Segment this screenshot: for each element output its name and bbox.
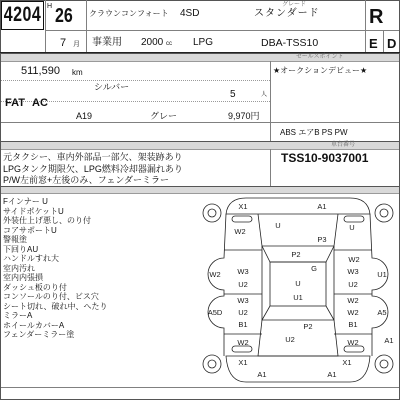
damage-marks bbox=[208, 202, 394, 379]
mileage: 511,590 bbox=[21, 65, 60, 77]
damage-mark: A5D bbox=[207, 308, 223, 317]
divider-year bbox=[86, 0, 87, 52]
report-item: 室内内張損 bbox=[3, 273, 43, 282]
report-item: 室内汚れ bbox=[3, 263, 35, 273]
model-code: DBA-TSS10 bbox=[261, 37, 319, 49]
damage-mark: W2 bbox=[237, 338, 249, 347]
headlight-left bbox=[232, 216, 252, 222]
damage-mark: P2 bbox=[291, 250, 301, 259]
car-name: クラウンコンフォート bbox=[89, 9, 169, 18]
tire-hub bbox=[380, 209, 388, 217]
trunk bbox=[258, 320, 338, 356]
tire-outer bbox=[203, 204, 221, 222]
damage-mark: X1 bbox=[342, 358, 352, 367]
damage-mark: U2 bbox=[238, 280, 248, 289]
tire-hub bbox=[380, 360, 388, 368]
report-item: シート切れ、破れ中、へたり bbox=[3, 301, 108, 311]
report-item: 警報塗 bbox=[3, 235, 27, 244]
lot-number-box bbox=[1, 1, 44, 30]
damage-mark: U2 bbox=[238, 308, 248, 317]
seating-capacity: 5 bbox=[230, 89, 236, 100]
report-item: 下回りAU bbox=[3, 244, 39, 254]
report-item: ハンドルすれ大 bbox=[3, 254, 59, 263]
damage-mark: X1 bbox=[238, 202, 248, 211]
displacement-unit: cc bbox=[166, 41, 172, 47]
damage-mark: W2 bbox=[209, 270, 221, 279]
month-unit: 月 bbox=[73, 41, 80, 48]
divider-lot bbox=[45, 0, 46, 52]
damage-mark: P3 bbox=[317, 235, 327, 244]
damage-mark: W3 bbox=[237, 267, 249, 276]
month: 7 bbox=[60, 37, 67, 49]
note-line: 元タクシー、車内外部品一部欠、架装跡あり bbox=[3, 152, 183, 162]
grade-label: グレード bbox=[282, 2, 307, 8]
report-item: 外装仕上げ悪し、のり付 bbox=[3, 216, 91, 225]
wheel-rear-right bbox=[375, 355, 393, 373]
model-year: 26 bbox=[55, 5, 73, 27]
report-item: フェンダーミラー塗 bbox=[3, 330, 75, 339]
damage-mark: U bbox=[349, 223, 355, 232]
headlight-right bbox=[344, 216, 364, 222]
damage-mark: A1 bbox=[384, 336, 394, 345]
tire-hub bbox=[208, 360, 216, 368]
front-bumper bbox=[226, 198, 370, 214]
inspection-type: 事業用 bbox=[92, 37, 122, 48]
exterior-color: シルバー bbox=[94, 82, 130, 92]
divider-footer bbox=[1, 387, 399, 388]
recycle-fee: 9,970円 bbox=[228, 111, 260, 121]
note-line: LPGタンク期限欠、LPG燃料冷却器漏れあり bbox=[3, 164, 183, 174]
wheel-rear-left bbox=[203, 355, 221, 373]
note-line: P/W左前窓+左後のみ、フェンダーミラー bbox=[3, 175, 169, 185]
wheel-front-left bbox=[203, 204, 221, 222]
report-item: コンソールのり付、ビス穴 bbox=[3, 292, 99, 301]
damage-mark: A1 bbox=[327, 370, 337, 379]
interior-color: グレー bbox=[150, 111, 178, 121]
year-era: H bbox=[47, 3, 53, 10]
tire-outer bbox=[375, 204, 393, 222]
report-item: コアサポートU bbox=[3, 225, 57, 235]
damage-mark: U1 bbox=[377, 270, 387, 279]
damage-mark: A1 bbox=[317, 202, 327, 211]
divider-score bbox=[365, 0, 366, 52]
divider-ext-int bbox=[383, 31, 384, 52]
damage-mark: U bbox=[295, 279, 301, 288]
damage-mark: U2 bbox=[285, 335, 295, 344]
fuel-type: LPG bbox=[193, 37, 214, 48]
sales-point-text: ★オークションデビュー★ bbox=[273, 66, 368, 75]
damage-mark: B1 bbox=[238, 320, 248, 329]
sales-point-label: セールスポイント bbox=[296, 54, 344, 60]
damage-mark: A5 bbox=[377, 308, 387, 317]
equipment-list: ABS エアB PS PW bbox=[280, 128, 348, 137]
exterior-grade: E bbox=[369, 36, 378, 51]
aircon: AC bbox=[32, 97, 48, 109]
body-type: 4SD bbox=[180, 8, 200, 19]
damage-mark: W2 bbox=[347, 296, 359, 305]
auction-score: R bbox=[369, 6, 384, 28]
transmission: FAT bbox=[5, 97, 25, 109]
chassis-label: 車台番号 bbox=[331, 142, 356, 148]
damage-mark: W3 bbox=[237, 296, 249, 305]
chassis-number: TSS10-9037001 bbox=[281, 151, 369, 165]
right-side-outline bbox=[370, 214, 388, 356]
damage-mark: W2 bbox=[347, 338, 359, 347]
damage-mark: W2 bbox=[234, 227, 246, 236]
divider-row3 bbox=[1, 80, 270, 81]
damage-mark: A1 bbox=[257, 370, 267, 379]
damage-mark: P2 bbox=[303, 322, 313, 331]
lot-number: 4204 bbox=[3, 3, 42, 26]
damage-mark: U bbox=[275, 221, 281, 230]
mileage-unit: km bbox=[72, 68, 83, 77]
divider-chassis bbox=[270, 149, 271, 186]
car-damage-diagram bbox=[200, 193, 400, 386]
damage-mark: W3 bbox=[347, 267, 359, 276]
color-code: A19 bbox=[76, 111, 93, 121]
damage-mark: X1 bbox=[238, 358, 248, 367]
grade: スタンダード bbox=[254, 8, 320, 19]
report-item: ホイールカバーA bbox=[3, 320, 65, 330]
displacement: 2000 bbox=[141, 37, 164, 48]
report-item: サイドポケットU bbox=[3, 206, 64, 216]
tire-outer bbox=[375, 355, 393, 373]
report-item: ダッシュ板のり付 bbox=[3, 282, 67, 292]
divider-equipment bbox=[1, 122, 399, 123]
damage-mark: W2 bbox=[347, 308, 359, 317]
report-item: Fインナー U bbox=[3, 197, 48, 206]
interior-grade: D bbox=[387, 36, 397, 51]
left-side-outline bbox=[208, 214, 226, 356]
damage-mark: G bbox=[311, 264, 317, 273]
rear-window bbox=[262, 306, 334, 320]
seating-capacity-unit: 人 bbox=[261, 92, 268, 98]
divider-sales-point bbox=[270, 61, 271, 141]
divider-row1 bbox=[45, 30, 399, 31]
tire-hub bbox=[208, 209, 216, 217]
damage-mark: B1 bbox=[348, 320, 358, 329]
damage-mark: U1 bbox=[293, 293, 303, 302]
wheel-front-right bbox=[375, 204, 393, 222]
tire-outer bbox=[203, 355, 221, 373]
report-item: ミラーA bbox=[3, 311, 33, 320]
damage-mark: U2 bbox=[348, 280, 358, 289]
damage-mark: W2 bbox=[348, 255, 360, 264]
